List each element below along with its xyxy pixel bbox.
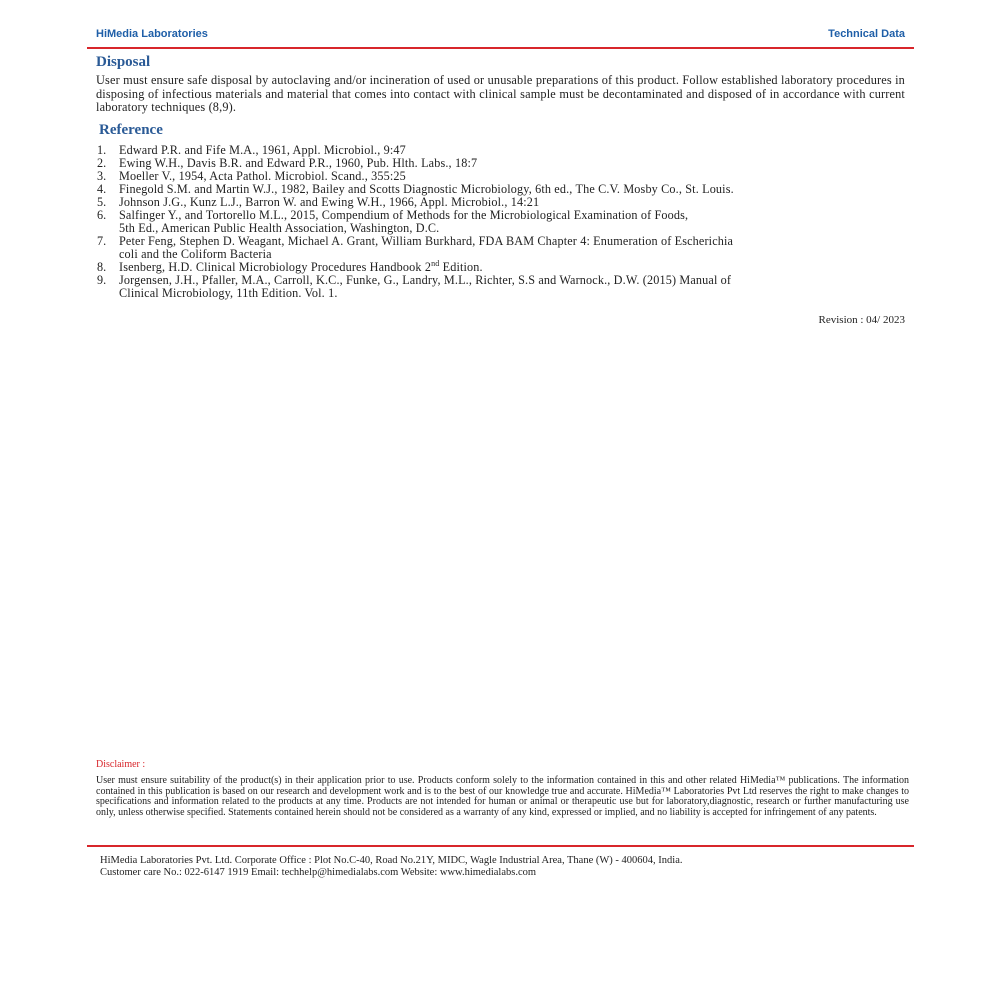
reference-item — [97, 274, 917, 300]
reference-number: 7. — [97, 234, 107, 248]
reference-text: Moeller V., 1954, Acta Pathol. Microbiol. Scand., 355:25 — [119, 169, 406, 183]
footer-divider — [87, 845, 914, 847]
header-doc-type: Technical Data — [828, 28, 905, 40]
footer-address: HiMedia Laboratories Pvt. Ltd. Corporate Office : Plot No.C-40, Road No.21Y, MIDC, Wagle Industrial Area, Thane (W) - 400604, India. — [100, 855, 683, 866]
reference-line: 5th Ed., American Public Health Association, Washington, D.C. — [119, 221, 440, 235]
reference-number: 1. — [97, 143, 107, 157]
reference-line: coli and the Coliform Bacteria — [119, 247, 272, 261]
reference-number: 3. — [97, 169, 107, 183]
reference-line: Jorgensen, J.H., Pfaller, M.A., Carroll, K.C., Funke, G., Landry, M.L., Richter, S.S and Warnock., D.W. (2015) Manual of — [119, 273, 732, 287]
reference-text: Johnson J.G., Kunz L.J., Barron W. and Ewing W.H., 1966, Appl. Microbiol., 14:21 — [119, 195, 540, 209]
reference-text — [119, 235, 917, 261]
reference-number: 4. — [97, 182, 107, 196]
reference-line: Clinical Microbiology, 11th Edition. Vol. 1. — [119, 286, 338, 300]
reference-text — [119, 274, 917, 300]
reference-text: Ewing W.H., Davis B.R. and Edward P.R., 1960, Pub. Hlth. Labs., 18:7 — [119, 156, 478, 170]
reference-line: Peter Feng, Stephen D. Weagant, Michael A. Grant, William Burkhard, FDA BAM Chapter 4: Enumeration of Escherichia — [119, 234, 734, 248]
header-company: HiMedia Laboratories — [96, 28, 208, 40]
reference-number: 9. — [97, 273, 107, 287]
disposal-heading: Disposal — [96, 54, 151, 70]
disposal-text: User must ensure safe disposal by autoclaving and/or incineration of used or unusable preparations of this product. Follow established laboratory procedures in disposing of infectious materials and material that comes into contact with clinical sample must be decontaminated and disposed of in accordance with current laboratory techniques (8,9). — [96, 73, 905, 114]
revision-label: Revision : 04/ 2023 — [818, 314, 905, 326]
footer — [100, 855, 900, 879]
reference-line-tail: Edition. — [439, 260, 483, 274]
reference-text: Edward P.R. and Fife M.A., 1961, Appl. Microbiol., 9:47 — [119, 143, 406, 157]
disclaimer-text: User must ensure suitability of the product(s) in their application prior to use. Products conform solely to the information contained in this and other related HiMedia™ publications. The information contained in this publication is based on our research and development work and is to the best of our knowledge true and accurate. HiMedia™ Laboratories Pvt Ltd reserves the right to make changes to specifications and information related to the products at any time. Products are not intended for human or animal or therapeutic use but for laboratory,diagnostic, research or further manufacturing use only, unless otherwise specified. Statements contained herein should not be considered as a warranty of any kind, expressed or implied, and no liability is accepted for infringement of any patents. — [96, 775, 909, 818]
footer-contact: Customer care No.: 022-6147 1919 Email: techhelp@himedialabs.com Website: www.himedialabs.com — [100, 867, 537, 878]
reference-item — [97, 209, 917, 235]
reference-text: Finegold S.M. and Martin W.J., 1982, Bailey and Scotts Diagnostic Microbiology, 6th ed., The C.V. Mosby Co., St. Louis. — [119, 182, 734, 196]
reference-line: Isenberg, H.D. Clinical Microbiology Procedures Handbook 2 — [119, 260, 432, 274]
reference-number: 8. — [97, 260, 107, 274]
reference-text — [119, 209, 917, 235]
reference-list — [97, 144, 917, 300]
reference-number: 5. — [97, 195, 107, 209]
superscript: nd — [431, 258, 440, 268]
disclaimer-heading: Disclaimer : — [96, 759, 146, 770]
reference-number: 2. — [97, 156, 107, 170]
reference-heading: Reference — [99, 122, 163, 138]
reference-item — [97, 235, 917, 261]
reference-line: Salfinger Y., and Tortorello M.L., 2015, Compendium of Methods for the Microbiological Examination of Foods, — [119, 208, 689, 222]
header-divider — [87, 47, 914, 49]
reference-number: 6. — [97, 208, 107, 222]
